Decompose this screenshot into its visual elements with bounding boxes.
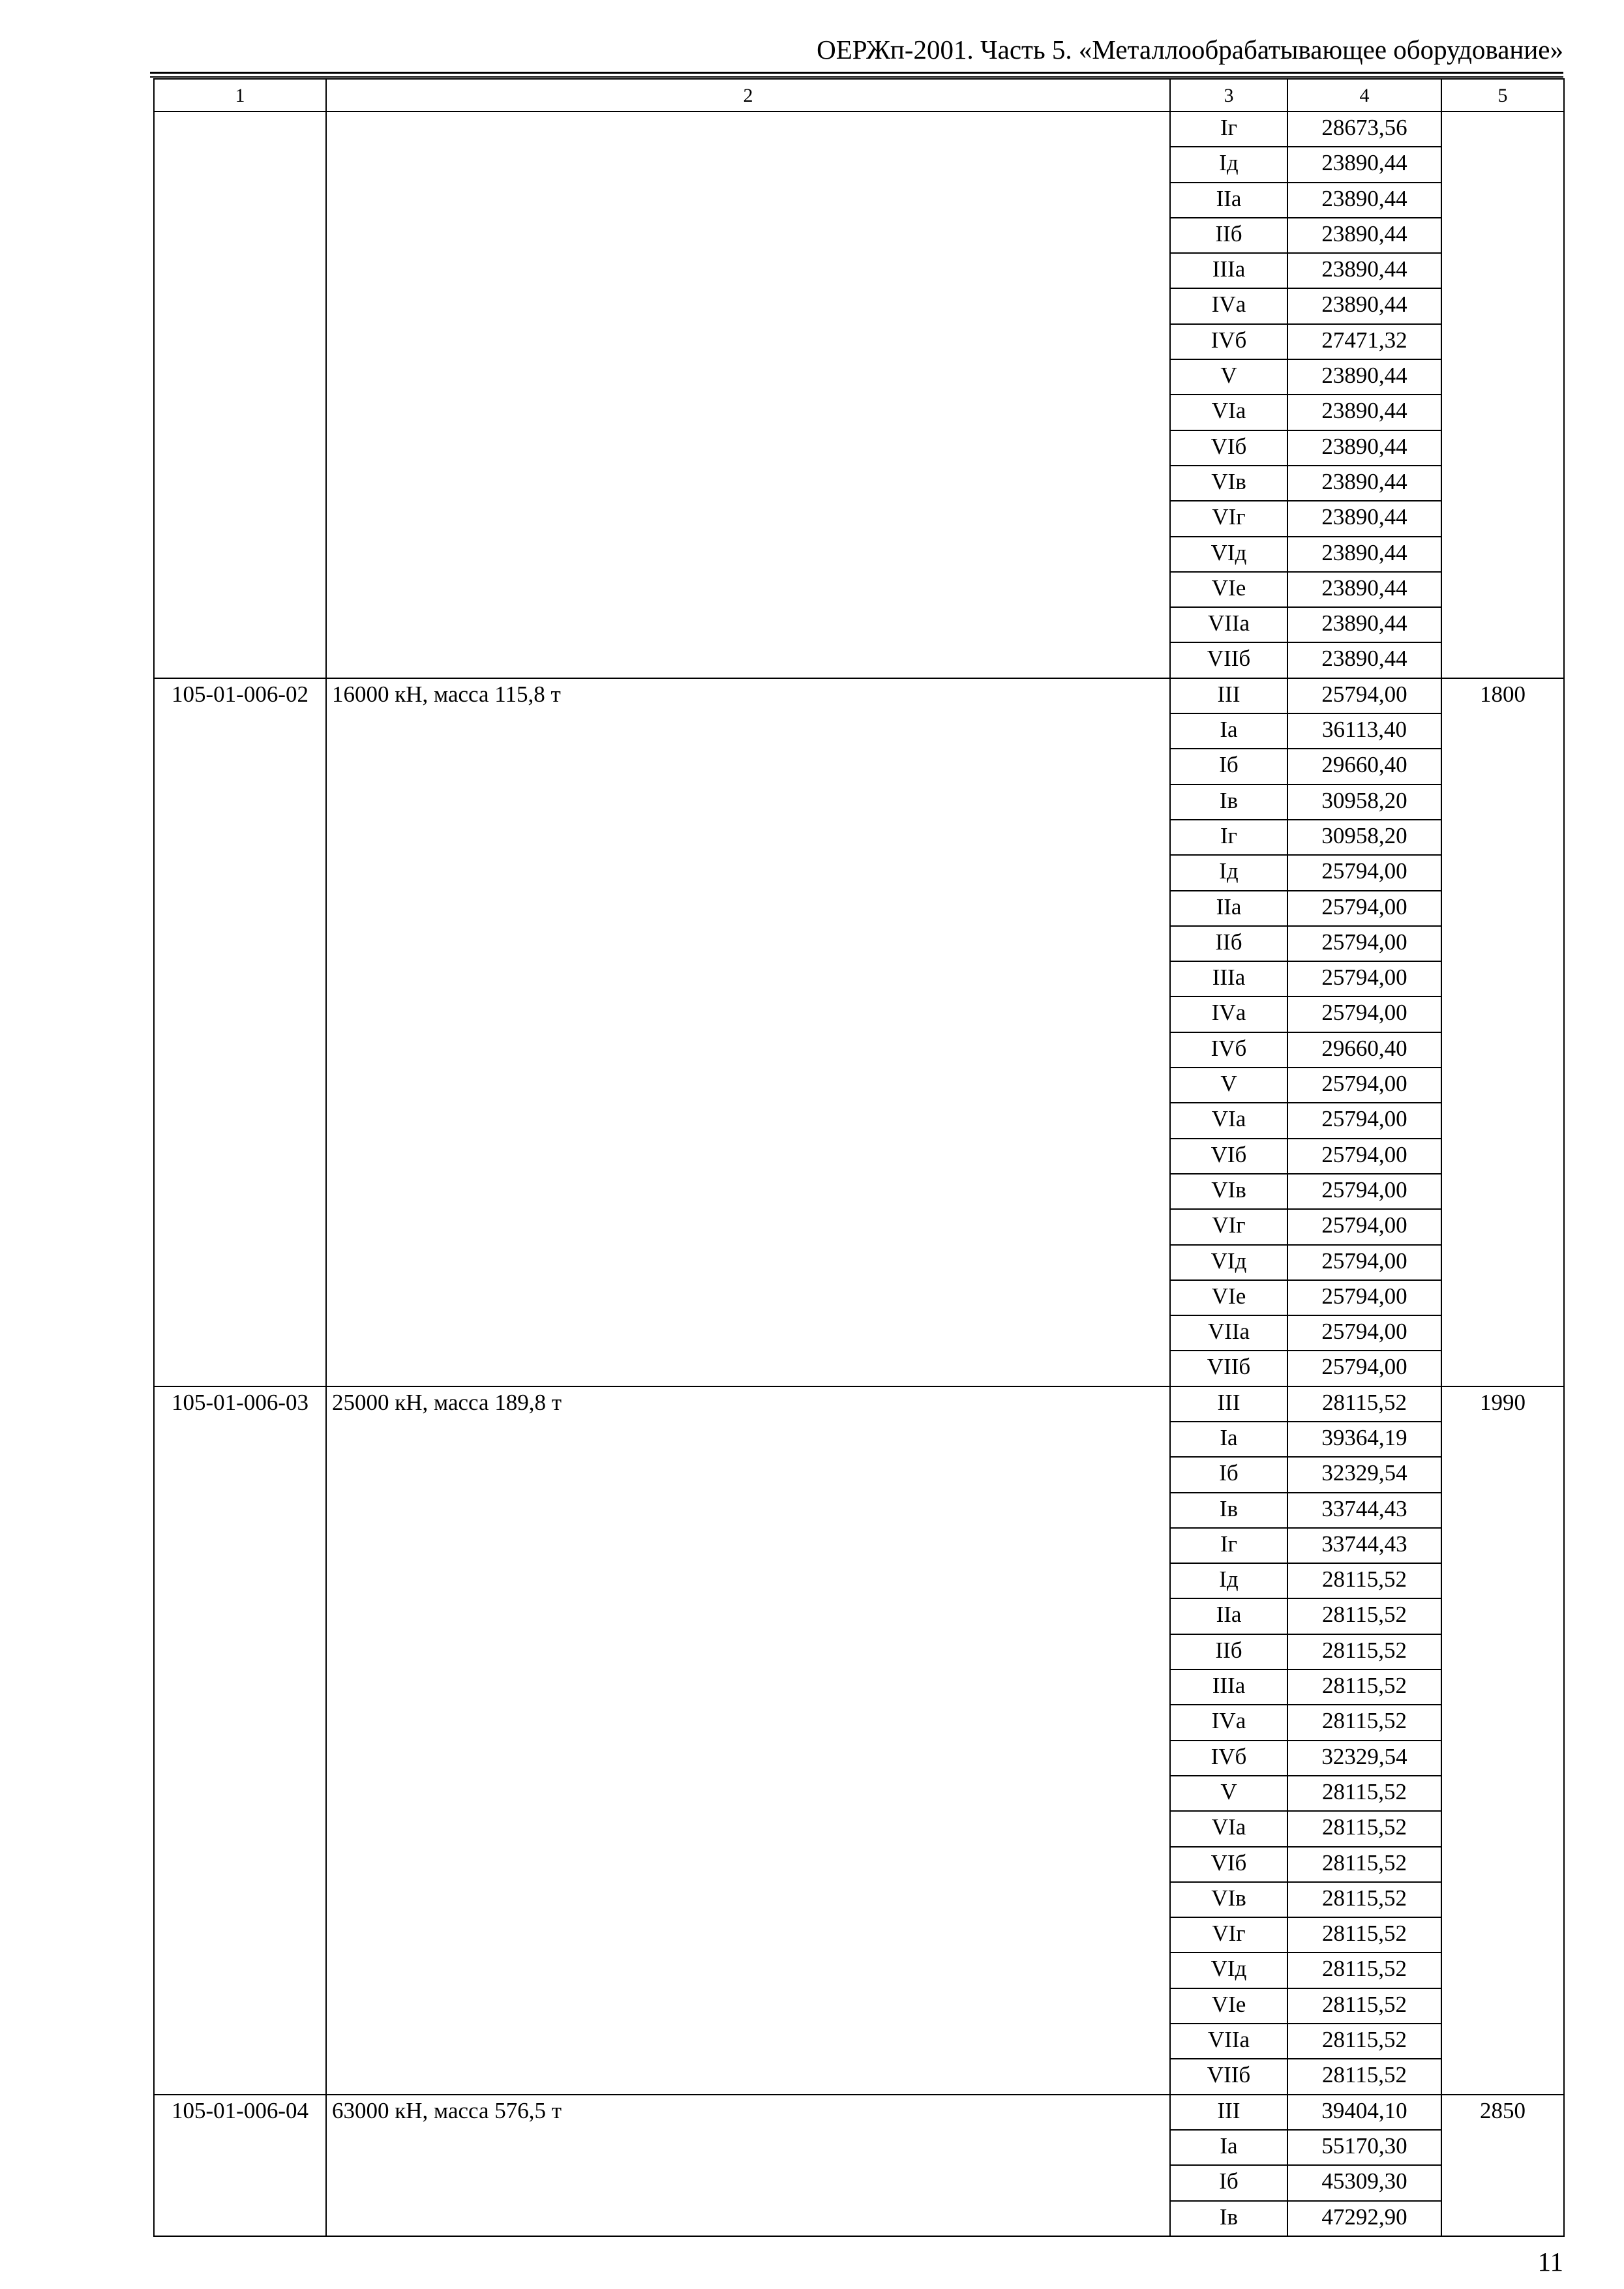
zone-cell: Iв — [1170, 2201, 1287, 2236]
price-cell: 25794,00 — [1287, 1103, 1441, 1138]
zone-cell: VIв — [1170, 1882, 1287, 1917]
zone-cell: Iб — [1170, 749, 1287, 784]
price-cell: 32329,54 — [1287, 1741, 1441, 1776]
zone-cell: Iа — [1170, 1422, 1287, 1457]
price-cell: 28115,52 — [1287, 1705, 1441, 1740]
zone-cell: IIб — [1170, 218, 1287, 253]
zone-cell: Iг — [1170, 112, 1287, 147]
price-cell: 25794,00 — [1287, 1245, 1441, 1280]
zone-cell: V — [1170, 1776, 1287, 1811]
zone-cell: IIа — [1170, 891, 1287, 926]
item-value — [1441, 112, 1564, 678]
zone-cell: VIб — [1170, 1139, 1287, 1174]
zone-cell: III — [1170, 1386, 1287, 1422]
price-cell: 23890,44 — [1287, 253, 1441, 288]
price-cell: 28115,52 — [1287, 1882, 1441, 1917]
zone-cell: IVа — [1170, 1705, 1287, 1740]
price-cell: 33744,43 — [1287, 1493, 1441, 1528]
zone-cell: VIе — [1170, 1988, 1287, 2024]
price-cell: 47292,90 — [1287, 2201, 1441, 2236]
price-cell: 23890,44 — [1287, 466, 1441, 501]
price-cell: 25794,00 — [1287, 1209, 1441, 1244]
zone-cell: VIIа — [1170, 1315, 1287, 1351]
zone-cell: VIе — [1170, 572, 1287, 607]
price-cell: 23890,44 — [1287, 359, 1441, 395]
zone-cell: VIIа — [1170, 607, 1287, 642]
zone-cell: VIIб — [1170, 642, 1287, 678]
zone-cell: Iа — [1170, 713, 1287, 749]
price-cell: 28115,52 — [1287, 2059, 1441, 2094]
price-cell: 23890,44 — [1287, 395, 1441, 430]
price-cell: 28673,56 — [1287, 112, 1441, 147]
zone-cell: VIг — [1170, 501, 1287, 536]
zone-cell: IIб — [1170, 1634, 1287, 1669]
column-header: 5 — [1441, 79, 1564, 112]
price-cell: 23890,44 — [1287, 572, 1441, 607]
price-cell: 25794,00 — [1287, 891, 1441, 926]
price-cell: 28115,52 — [1287, 2024, 1441, 2059]
price-cell: 29660,40 — [1287, 1032, 1441, 1068]
item-description — [326, 112, 1170, 678]
page-number: 11 — [1537, 2247, 1563, 2277]
table-row — [154, 1386, 1564, 1422]
zone-cell: VIIб — [1170, 1351, 1287, 1386]
zone-cell: Iд — [1170, 1563, 1287, 1598]
zone-cell: VIа — [1170, 1811, 1287, 1846]
item-description: 16000 кН, масса 115,8 т — [326, 678, 1170, 1386]
zone-cell: Iд — [1170, 855, 1287, 890]
price-cell: 23890,44 — [1287, 430, 1441, 466]
price-cell: 25794,00 — [1287, 1174, 1441, 1209]
zone-cell: Iб — [1170, 1457, 1287, 1492]
zone-cell: VIг — [1170, 1917, 1287, 1952]
zone-cell: VIв — [1170, 466, 1287, 501]
price-cell: 23890,44 — [1287, 537, 1441, 572]
zone-cell: V — [1170, 359, 1287, 395]
zone-cell: VIа — [1170, 1103, 1287, 1138]
zone-cell: VIд — [1170, 1245, 1287, 1280]
price-cell: 23890,44 — [1287, 607, 1441, 642]
column-number-row — [154, 79, 1564, 112]
zone-cell: VIд — [1170, 537, 1287, 572]
price-cell: 25794,00 — [1287, 1315, 1441, 1351]
table-row — [154, 112, 1564, 147]
price-cell: 30958,20 — [1287, 785, 1441, 820]
price-cell: 23890,44 — [1287, 183, 1441, 218]
price-cell: 55170,30 — [1287, 2130, 1441, 2165]
price-cell: 32329,54 — [1287, 1457, 1441, 1492]
header-rule-thick — [150, 72, 1563, 74]
price-cell: 28115,52 — [1287, 1776, 1441, 1811]
zone-cell: IIIа — [1170, 253, 1287, 288]
zone-cell: IIа — [1170, 183, 1287, 218]
zone-cell: VIе — [1170, 1280, 1287, 1315]
zone-cell: III — [1170, 2095, 1287, 2130]
price-cell: 25794,00 — [1287, 1139, 1441, 1174]
zone-cell: IVа — [1170, 288, 1287, 323]
price-cell: 23890,44 — [1287, 642, 1441, 678]
price-cell: 28115,52 — [1287, 1811, 1441, 1846]
zone-cell: IIб — [1170, 926, 1287, 961]
price-cell: 25794,00 — [1287, 961, 1441, 996]
zone-cell: VIа — [1170, 395, 1287, 430]
price-cell: 25794,00 — [1287, 678, 1441, 713]
price-cell: 28115,52 — [1287, 1598, 1441, 1634]
zone-cell: VIг — [1170, 1209, 1287, 1244]
price-cell: 28115,52 — [1287, 1634, 1441, 1669]
column-header: 1 — [154, 79, 326, 112]
item-code: 105-01-006-03 — [154, 1386, 326, 2095]
header-rule-thin — [150, 76, 1563, 78]
zone-cell: IVб — [1170, 1741, 1287, 1776]
item-description: 25000 кН, масса 189,8 т — [326, 1386, 1170, 2095]
price-cell: 28115,52 — [1287, 1952, 1441, 1988]
price-cell: 25794,00 — [1287, 926, 1441, 961]
zone-cell: Iб — [1170, 2165, 1287, 2200]
price-cell: 25794,00 — [1287, 1068, 1441, 1103]
price-cell: 23890,44 — [1287, 147, 1441, 182]
price-cell: 29660,40 — [1287, 749, 1441, 784]
item-code — [154, 112, 326, 678]
price-cell: 36113,40 — [1287, 713, 1441, 749]
zone-cell: VIб — [1170, 1847, 1287, 1882]
item-description: 63000 кН, масса 576,5 т — [326, 2095, 1170, 2236]
price-table — [153, 78, 1565, 2237]
price-cell: 23890,44 — [1287, 288, 1441, 323]
price-cell: 28115,52 — [1287, 1386, 1441, 1422]
item-value: 2850 — [1441, 2095, 1564, 2236]
item-value: 1990 — [1441, 1386, 1564, 2095]
column-header: 3 — [1170, 79, 1287, 112]
item-code: 105-01-006-02 — [154, 678, 326, 1386]
zone-cell: Iд — [1170, 147, 1287, 182]
column-header: 2 — [326, 79, 1170, 112]
item-code: 105-01-006-04 — [154, 2095, 326, 2236]
price-cell: 25794,00 — [1287, 855, 1441, 890]
zone-cell: VIIб — [1170, 2059, 1287, 2094]
price-cell: 30958,20 — [1287, 820, 1441, 855]
table-body — [154, 112, 1564, 2236]
price-cell: 28115,52 — [1287, 1917, 1441, 1952]
zone-cell: VIб — [1170, 430, 1287, 466]
price-cell: 28115,52 — [1287, 1563, 1441, 1598]
zone-cell: IVб — [1170, 1032, 1287, 1068]
zone-cell: Iг — [1170, 1528, 1287, 1563]
price-cell: 28115,52 — [1287, 1988, 1441, 2024]
price-cell: 39404,10 — [1287, 2095, 1441, 2130]
zone-cell: III — [1170, 678, 1287, 713]
zone-cell: Iа — [1170, 2130, 1287, 2165]
item-value: 1800 — [1441, 678, 1564, 1386]
price-cell: 45309,30 — [1287, 2165, 1441, 2200]
page-header-title: ОЕРЖп-2001. Часть 5. «Металлообрабатывающее оборудование» — [817, 35, 1563, 65]
zone-cell: IIIа — [1170, 1669, 1287, 1705]
zone-cell: IIIа — [1170, 961, 1287, 996]
zone-cell: IVа — [1170, 996, 1287, 1032]
table-row — [154, 2095, 1564, 2130]
price-cell: 25794,00 — [1287, 1351, 1441, 1386]
zone-cell: V — [1170, 1068, 1287, 1103]
column-header: 4 — [1287, 79, 1441, 112]
zone-cell: Iг — [1170, 820, 1287, 855]
price-cell: 25794,00 — [1287, 1280, 1441, 1315]
zone-cell: IVб — [1170, 324, 1287, 359]
zone-cell: VIв — [1170, 1174, 1287, 1209]
zone-cell: Iв — [1170, 785, 1287, 820]
price-cell: 25794,00 — [1287, 996, 1441, 1032]
price-cell: 23890,44 — [1287, 501, 1441, 536]
price-cell: 23890,44 — [1287, 218, 1441, 253]
price-cell: 33744,43 — [1287, 1528, 1441, 1563]
zone-cell: Iв — [1170, 1493, 1287, 1528]
price-cell: 39364,19 — [1287, 1422, 1441, 1457]
table-row — [154, 678, 1564, 713]
price-cell: 28115,52 — [1287, 1669, 1441, 1705]
price-cell: 28115,52 — [1287, 1847, 1441, 1882]
zone-cell: IIа — [1170, 1598, 1287, 1634]
price-cell: 27471,32 — [1287, 324, 1441, 359]
zone-cell: VIIа — [1170, 2024, 1287, 2059]
zone-cell: VIд — [1170, 1952, 1287, 1988]
